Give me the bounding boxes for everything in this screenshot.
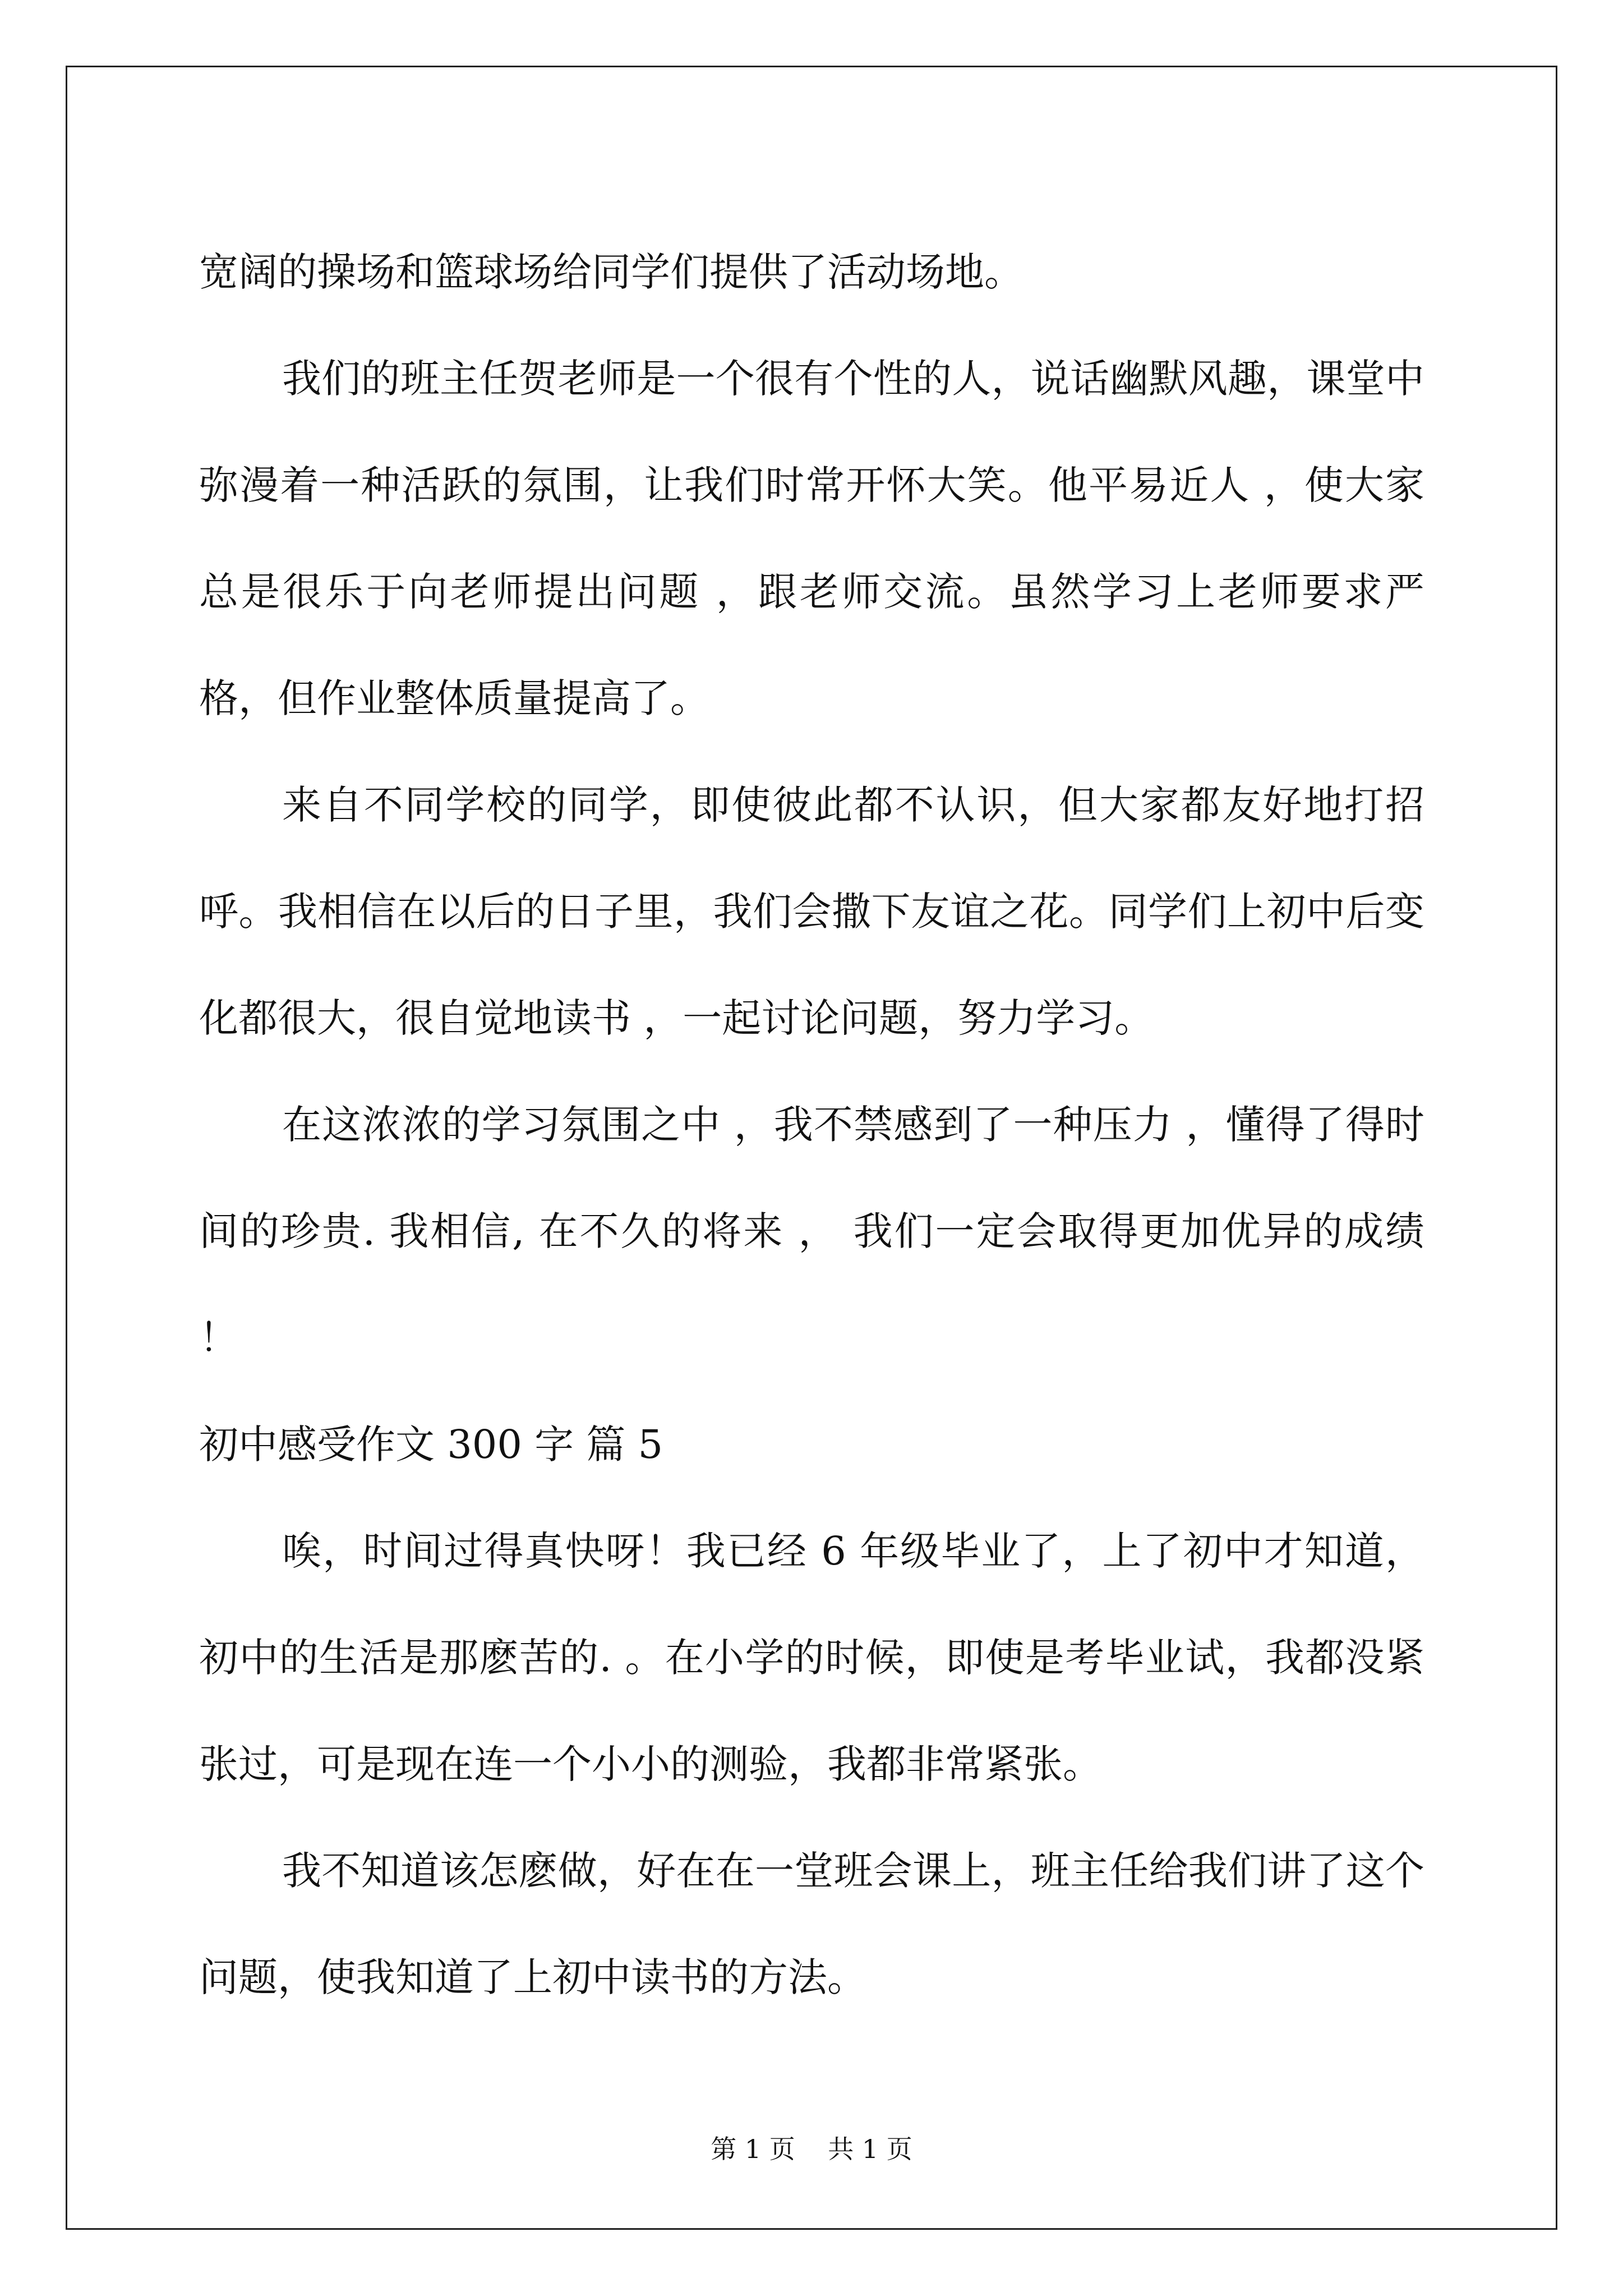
page-footer: 第 1 页 共 1 页	[711, 2134, 912, 2164]
document-body	[199, 219, 1424, 2031]
paragraph-atmosphere: 在这浓浓的学习氛围之中 ，我不禁感到了一种压力 ，懂得了得时间的珍贵. 我相信, 在不久的将来 ， 我们一定会取得更加优异的成绩 ！	[199, 1102, 1424, 1361]
paragraph-continuation: 宽阔的操场和篮球场给同学们提供了活动场地。	[199, 249, 1023, 295]
section-heading: 初中感受作文 300 字 篇 5	[199, 1421, 663, 1467]
paragraph-method: 我不知道该怎麽做，好在在一堂班会课上，班主任给我们讲了这个问题，使我知道了上初中读书的方法。	[199, 1848, 1424, 2000]
paragraph-classmates: 来自不同学校的同学，即使彼此都不认识，但大家都友好地打招呼。我相信在以后的日子里，我们会撒下友谊之花。同学们上初中后变化都很大，很自觉地读书 ，一起讨论问题，努力学习。	[199, 782, 1424, 1041]
paragraph-time: 唉，时间过得真快呀！我已经 6 年级毕业了，上了初中才知道，初中的生活是那麽苦的. 。在小学的时候，即使是考毕业试，我都没紧张过，可是现在连一个小小的测验，我都非常紧张。	[199, 1528, 1424, 1787]
paragraph-teacher: 我们的班主任贺老师是一个很有个性的人，说话幽默风趣，课堂中弥漫着一种活跃的氛围，让我们时常开怀大笑。他平易近人 ，使大家总是很乐于向老师提出问题 ，跟老师交流。虽然学习上老师要求严格，但作业整体质量提高了。	[199, 356, 1424, 721]
